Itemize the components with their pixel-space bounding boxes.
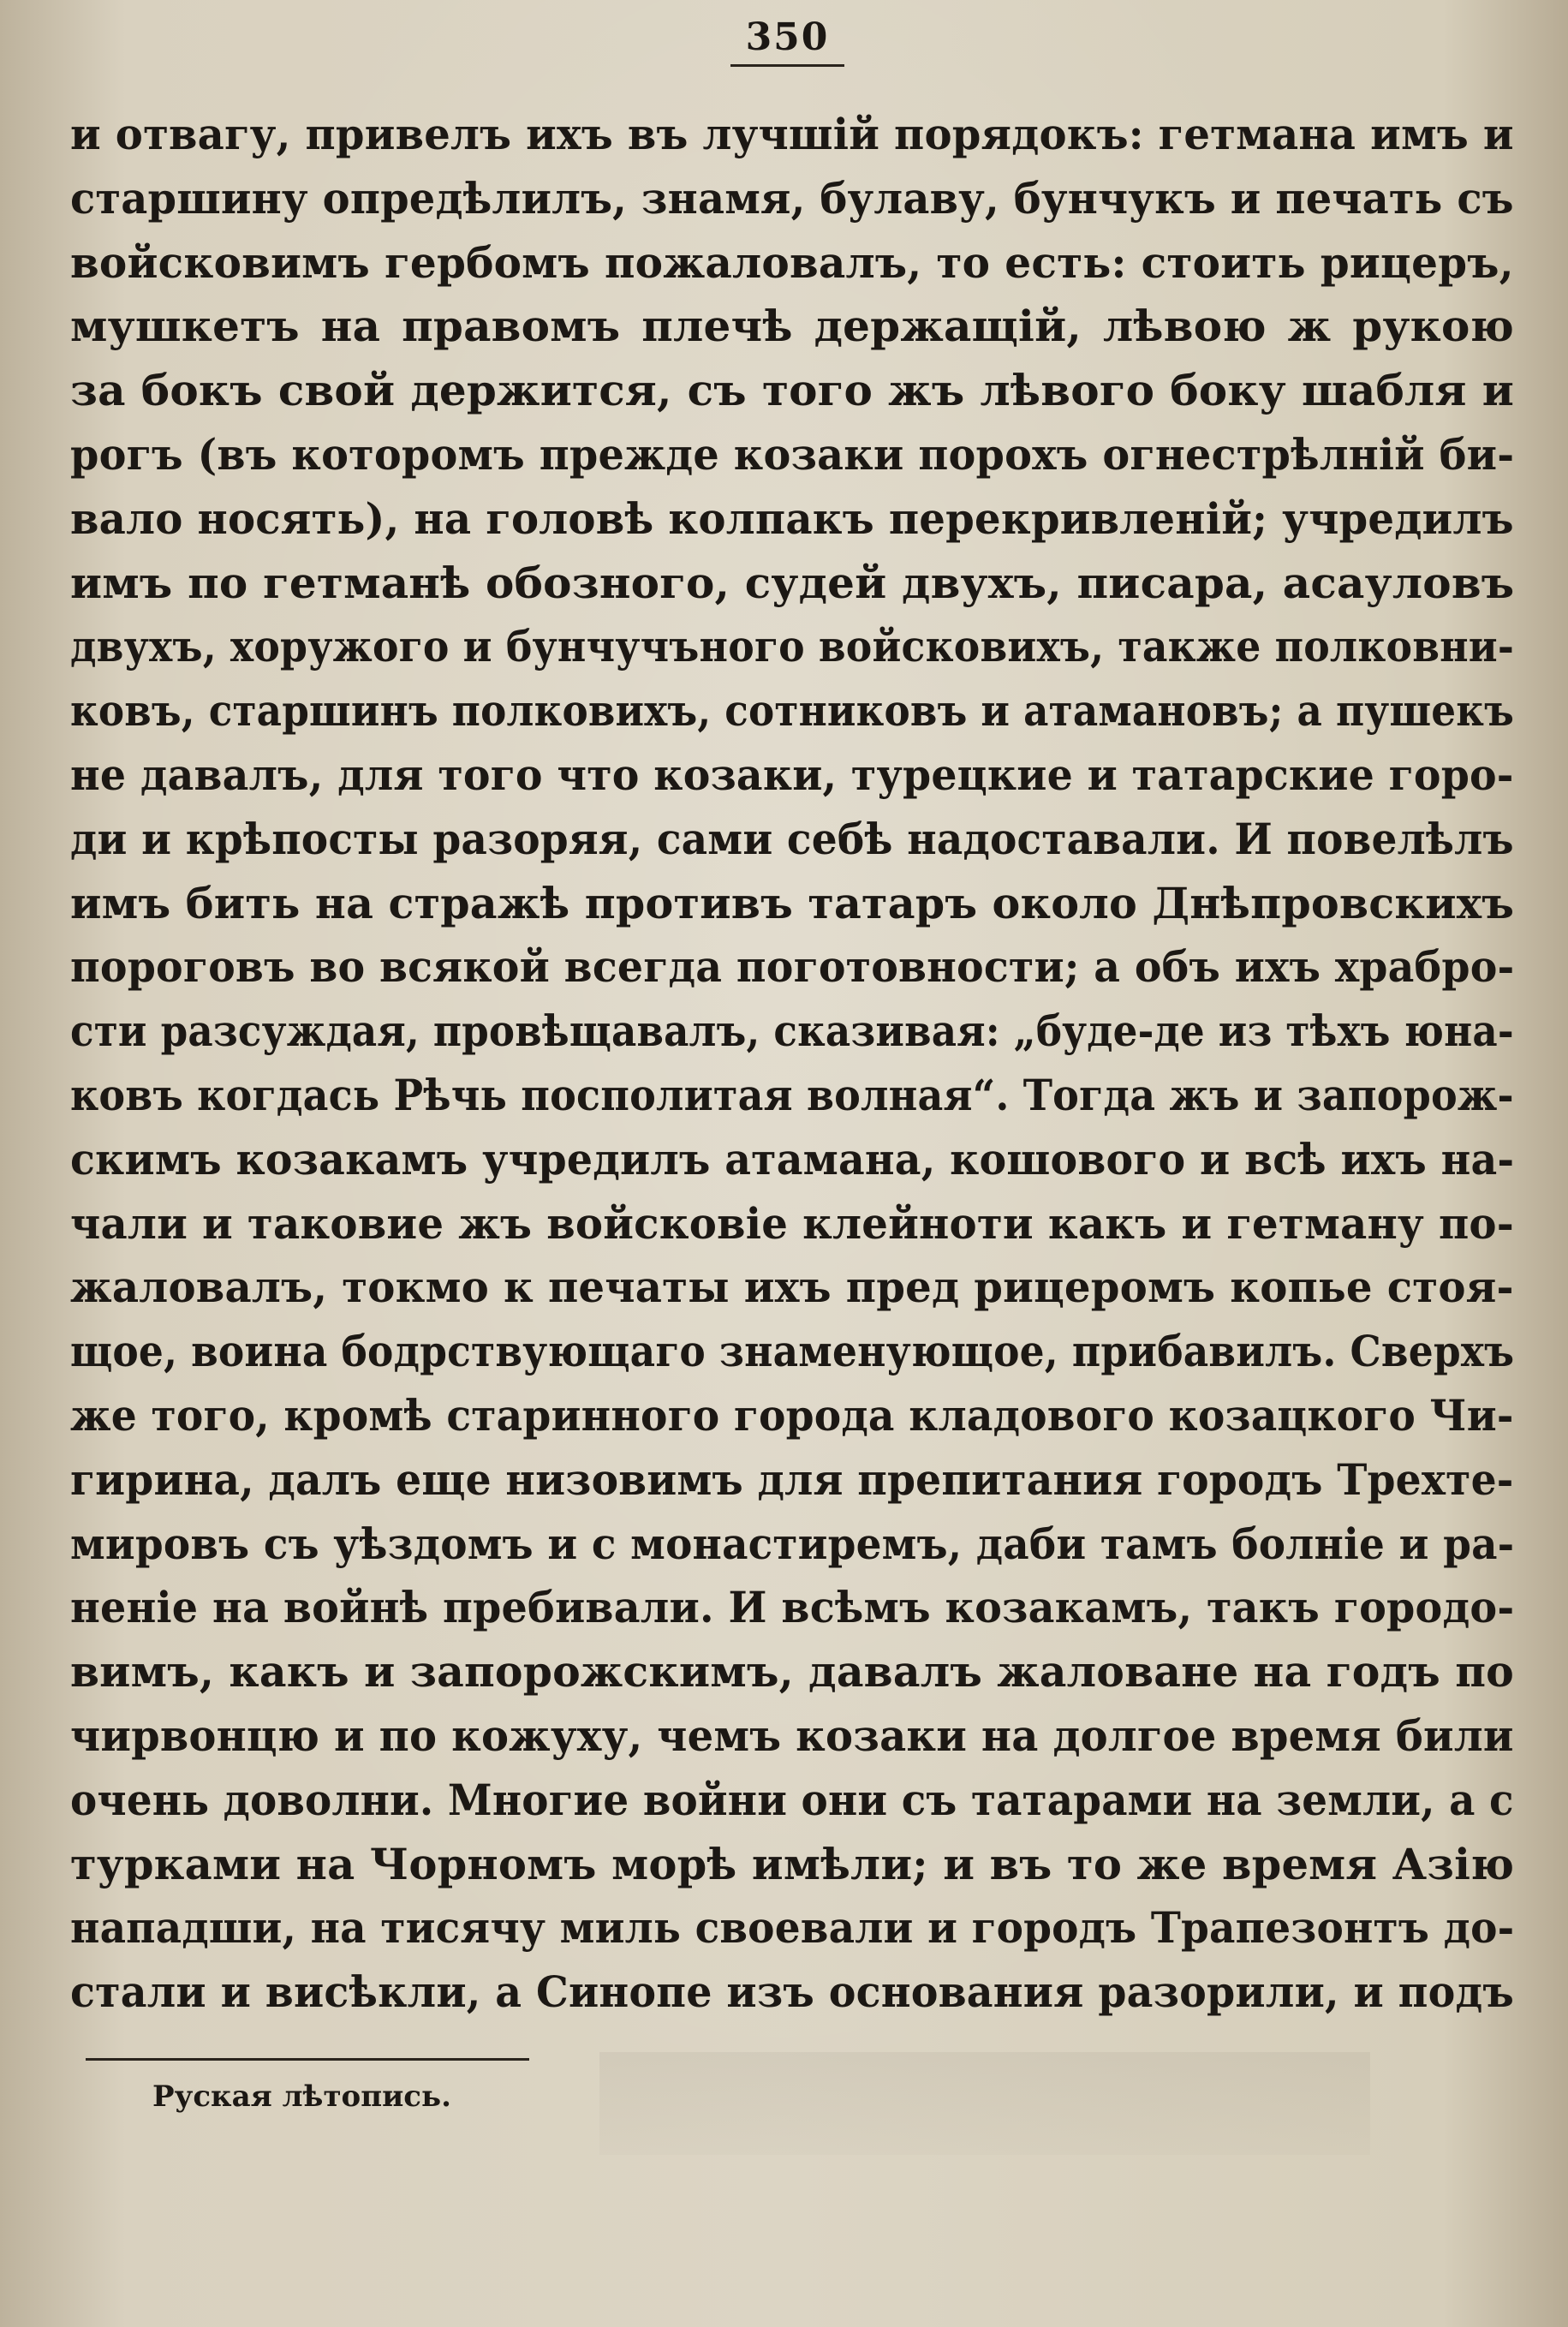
text-line: ковъ, старшинъ полковихъ, сотниковъ и атамановъ; а пушекъ xyxy=(70,685,1515,737)
body-text xyxy=(70,103,1514,2025)
footnote-rule xyxy=(86,2058,529,2061)
text-line: рогъ (въ которомъ прежде козаки порохъ огнестрѣлній би- xyxy=(70,428,1515,480)
text-line: не давалъ, для того что козаки, турецкие и татарские горо- xyxy=(70,749,1514,800)
text-line: имъ по гетманѣ обозного, судей двухъ, писара, асауловъ xyxy=(70,557,1515,608)
text-line: за бокъ свой держится, съ того жъ лѣвого боку шабля и xyxy=(70,365,1514,416)
text-line: щое, воина бодрствующаго знаменующое, прибавилъ. Сверхъ xyxy=(70,1326,1515,1377)
text-line: войсковимъ гербомъ пожаловалъ, то есть: стоить рицеръ, xyxy=(70,236,1514,288)
text-line: пороговъ во всякой всегда поготовности; а объ ихъ храбро- xyxy=(70,941,1515,993)
text-line: имъ бить на стражѣ противъ татаръ около Днѣпровскихъ xyxy=(70,877,1515,928)
text-line: мировъ съ уѣздомъ и с монастиремъ, даби тамъ болніе и ра- xyxy=(70,1518,1515,1569)
footnote: Руская лѣтопись. xyxy=(152,2079,451,2114)
text-line: турками на Чорномъ морѣ имѣли; и въ то же время Азію xyxy=(70,1838,1515,1889)
text-line: неніе на войнѣ пребивали. И всѣмъ козакамъ, такъ городо- xyxy=(70,1582,1515,1633)
text-line: очень доволни. Многие войни они съ татарами на земли, а с xyxy=(70,1774,1514,1825)
text-line: двухъ, хоружого и бунчучъного войсковихъ, также полковни- xyxy=(70,621,1515,672)
text-line: мушкетъ на правомъ плечѣ держащій, лѣвою ж рукою xyxy=(70,301,1514,352)
bleed-through-shadow xyxy=(599,2052,1370,2155)
text-line: чали и таковие жъ войсковіе клейноти какъ и гетману по- xyxy=(70,1197,1514,1249)
text-line: стали и висѣкли, а Синопе изъ основания разорили, и подъ xyxy=(70,1966,1515,2018)
text-line: вало носять), на головѣ колпакъ перекривленій; учредилъ xyxy=(70,492,1514,544)
text-line: и отвагу, привелъ ихъ въ лучшій порядокъ: гетмана имъ и xyxy=(70,109,1514,159)
page-number: 350 xyxy=(0,15,1568,67)
text-line: жаловалъ, токмо к печаты ихъ пред рицеромъ копье стоя- xyxy=(70,1262,1514,1313)
text-line: ковъ когдась Рѣчь посполитая волная“. Тогда жъ и запорож- xyxy=(70,1069,1514,1120)
text-line: ди и крѣпосты разоряя, сами себѣ надоставали. И повелѣлъ xyxy=(70,813,1514,864)
text-line: сти разсуждая, провѣщавалъ, сказивая: „буде-де из тѣхъ юна- xyxy=(70,1005,1514,1057)
text-line: же того, кромѣ старинного города кладового козацкого Чи- xyxy=(70,1389,1514,1441)
text-line: гирина, далъ еще низовимъ для препитания городъ Трехте- xyxy=(70,1453,1514,1505)
text-line: чирвонцю и по кожуху, чемъ козаки на долгое время били xyxy=(70,1709,1514,1761)
text-line: нападши, на тисячу миль своевали и городъ Трапезонтъ до- xyxy=(70,1902,1515,1954)
text-line: вимъ, какъ и запорожскимъ, давалъ жалованe на годъ по xyxy=(70,1646,1514,1698)
text-line: скимъ козакамъ учредилъ атамана, кошового и всѣ ихъ на- xyxy=(70,1133,1515,1184)
text-line: старшину опредѣлилъ, знамя, булаву, бунчукъ и печать съ xyxy=(70,172,1514,224)
